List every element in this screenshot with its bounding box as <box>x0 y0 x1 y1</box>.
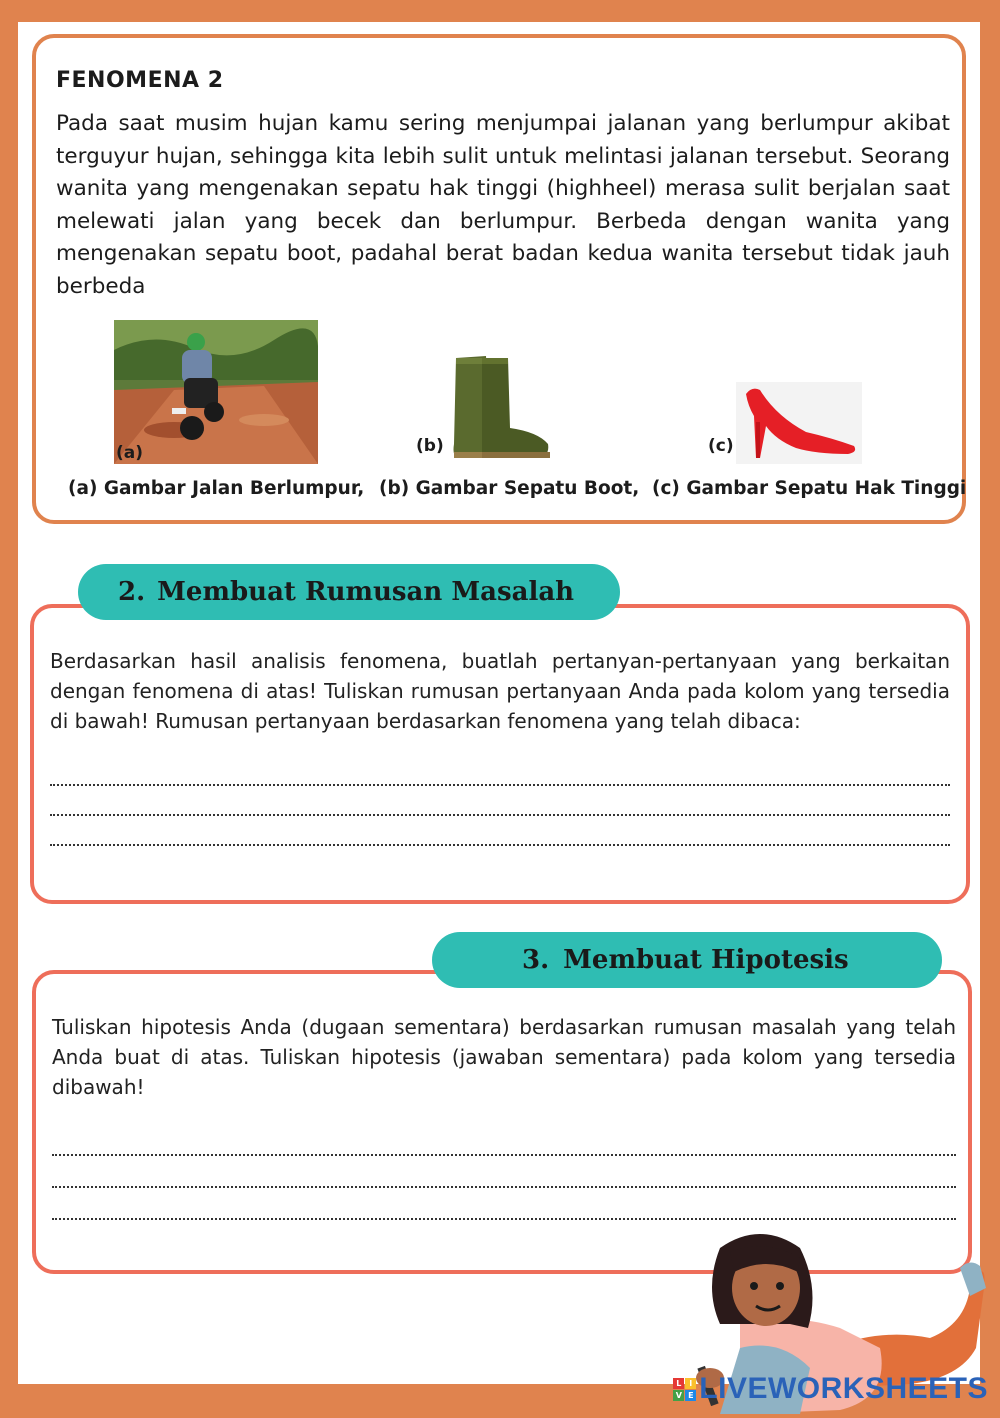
phenomenon-box <box>32 34 966 524</box>
answer-line-2[interactable] <box>50 814 950 816</box>
figure-b-caption: (b) Gambar Sepatu Boot, <box>379 478 640 499</box>
figure-a-caption: (a) Gambar Jalan Berlumpur, <box>68 478 365 499</box>
figure-c-label: (c) <box>708 436 734 456</box>
answer-line-1[interactable] <box>50 784 950 786</box>
high-heel-photo <box>736 382 862 464</box>
hypothesis-line-2[interactable] <box>52 1186 956 1188</box>
rubber-boots-photo <box>446 352 556 462</box>
hypothesis-line-1[interactable] <box>52 1154 956 1156</box>
problem-formulation-instructions: Berdasarkan hasil analisis fenomena, buatlah pertanyan-pertanyaan yang berkaitan dengan fenomena di atas! Tuliskan rumusan pertanyaan Anda pada kolom yang tersedia di bawah! Rumusan pertanyaan berdasarkan fenomena yang telah dibaca: <box>50 649 950 733</box>
muddy-road-photo <box>114 320 318 464</box>
phenomenon-title: FENOMENA 2 <box>56 68 224 93</box>
logo-text: LIVEWORKSHEETS <box>699 1372 988 1405</box>
section-3-title: Membuat Hipotesis <box>563 945 849 975</box>
section-2-header <box>78 564 620 620</box>
logo-badge-icon: L I V E <box>673 1378 696 1401</box>
figure-b-label: (b) <box>416 436 444 456</box>
figure-c-caption: (c) Gambar Sepatu Hak Tinggi <box>652 478 967 499</box>
section-2-number: 2. <box>118 577 146 607</box>
phenomenon-text: Pada saat musim hujan kamu sering menjumpai jalanan yang berlumpur akibat terguyur hujan, sehingga kita lebih sulit untuk melintasi jalanan tersebut. Seorang wanita yang mengenakan sepatu hak tinggi (highheel) merasa sulit berjalan saat melewati jalan yang becek dan berlumpur. Berbeda dengan wanita yang mengenakan sepatu boot, padahal berat badan kedua wanita tersebut tidak jauh berbeda <box>56 111 950 299</box>
hypothesis-instructions: Tuliskan hipotesis Anda (dugaan sementara) berdasarkan rumusan masalah yang telah Anda buat di atas. Tuliskan hipotesis (jawaban sementara) pada kolom yang tersedia dibawah! <box>52 1015 956 1099</box>
problem-formulation-box <box>30 604 970 904</box>
section-2-title: Membuat Rumusan Masalah <box>157 577 575 607</box>
section-3-number: 3. <box>522 945 550 975</box>
liveworksheets-logo <box>673 1372 988 1406</box>
answer-line-3[interactable] <box>50 844 950 846</box>
section-3-header <box>432 932 942 988</box>
hypothesis-line-3[interactable] <box>52 1218 956 1220</box>
figure-a-label: (a) <box>116 443 144 463</box>
